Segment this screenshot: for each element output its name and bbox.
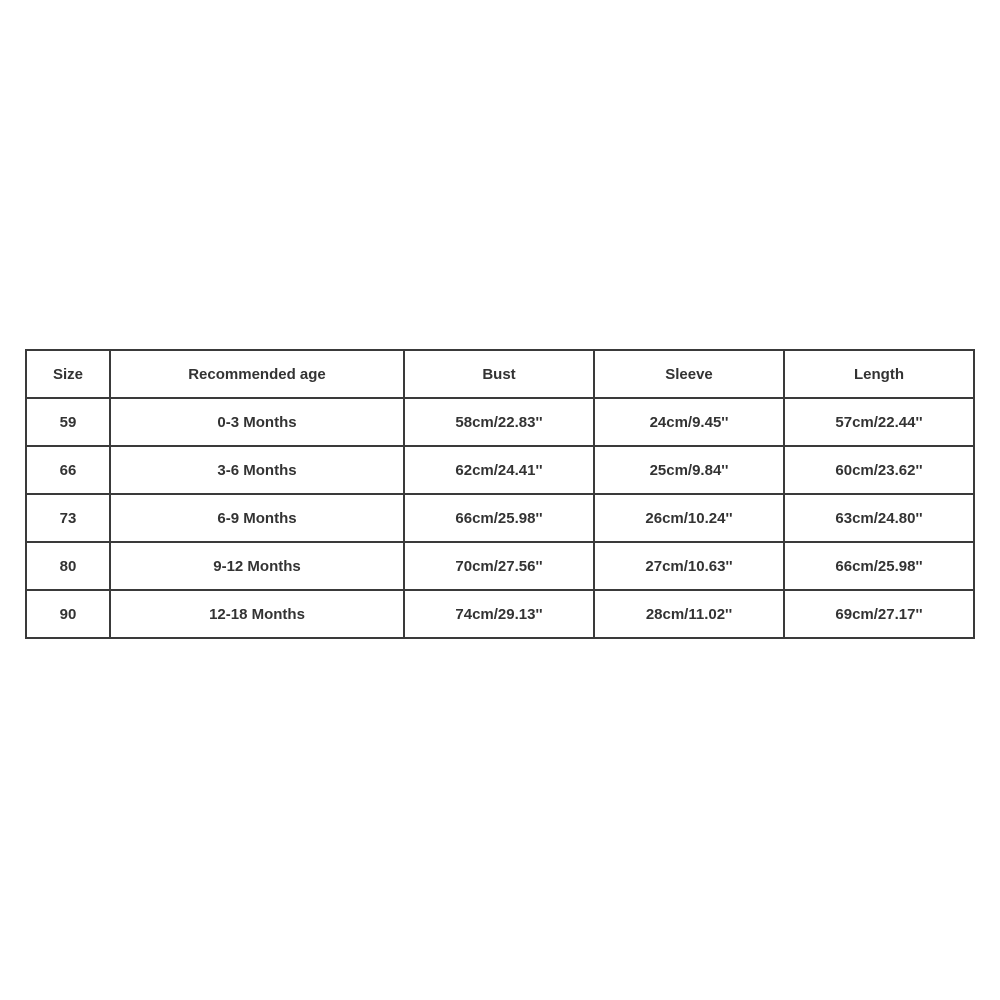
table-row	[26, 590, 974, 638]
cell-bust: 58cm/22.83''	[404, 398, 594, 446]
cell-recommended-age: 9-12 Months	[110, 542, 404, 590]
cell-sleeve: 26cm/10.24''	[594, 494, 784, 542]
cell-length: 57cm/22.44''	[784, 398, 974, 446]
size-chart-table	[25, 349, 975, 639]
header-length: Length	[784, 350, 974, 398]
header-sleeve: Sleeve	[594, 350, 784, 398]
cell-bust: 70cm/27.56''	[404, 542, 594, 590]
cell-recommended-age: 0-3 Months	[110, 398, 404, 446]
cell-length: 69cm/27.17''	[784, 590, 974, 638]
cell-size: 90	[26, 590, 110, 638]
cell-bust: 74cm/29.13''	[404, 590, 594, 638]
cell-bust: 62cm/24.41''	[404, 446, 594, 494]
cell-size: 80	[26, 542, 110, 590]
header-size: Size	[26, 350, 110, 398]
cell-sleeve: 27cm/10.63''	[594, 542, 784, 590]
cell-recommended-age: 3-6 Months	[110, 446, 404, 494]
cell-length: 66cm/25.98''	[784, 542, 974, 590]
table-row	[26, 446, 974, 494]
cell-length: 63cm/24.80''	[784, 494, 974, 542]
cell-sleeve: 28cm/11.02''	[594, 590, 784, 638]
table-row	[26, 494, 974, 542]
cell-sleeve: 25cm/9.84''	[594, 446, 784, 494]
cell-sleeve: 24cm/9.45''	[594, 398, 784, 446]
cell-size: 73	[26, 494, 110, 542]
cell-size: 66	[26, 446, 110, 494]
header-bust: Bust	[404, 350, 594, 398]
cell-length: 60cm/23.62''	[784, 446, 974, 494]
table-row	[26, 542, 974, 590]
cell-size: 59	[26, 398, 110, 446]
header-recommended-age: Recommended age	[110, 350, 404, 398]
cell-recommended-age: 12-18 Months	[110, 590, 404, 638]
table-row	[26, 398, 974, 446]
table-header-row	[26, 350, 974, 398]
cell-recommended-age: 6-9 Months	[110, 494, 404, 542]
cell-bust: 66cm/25.98''	[404, 494, 594, 542]
